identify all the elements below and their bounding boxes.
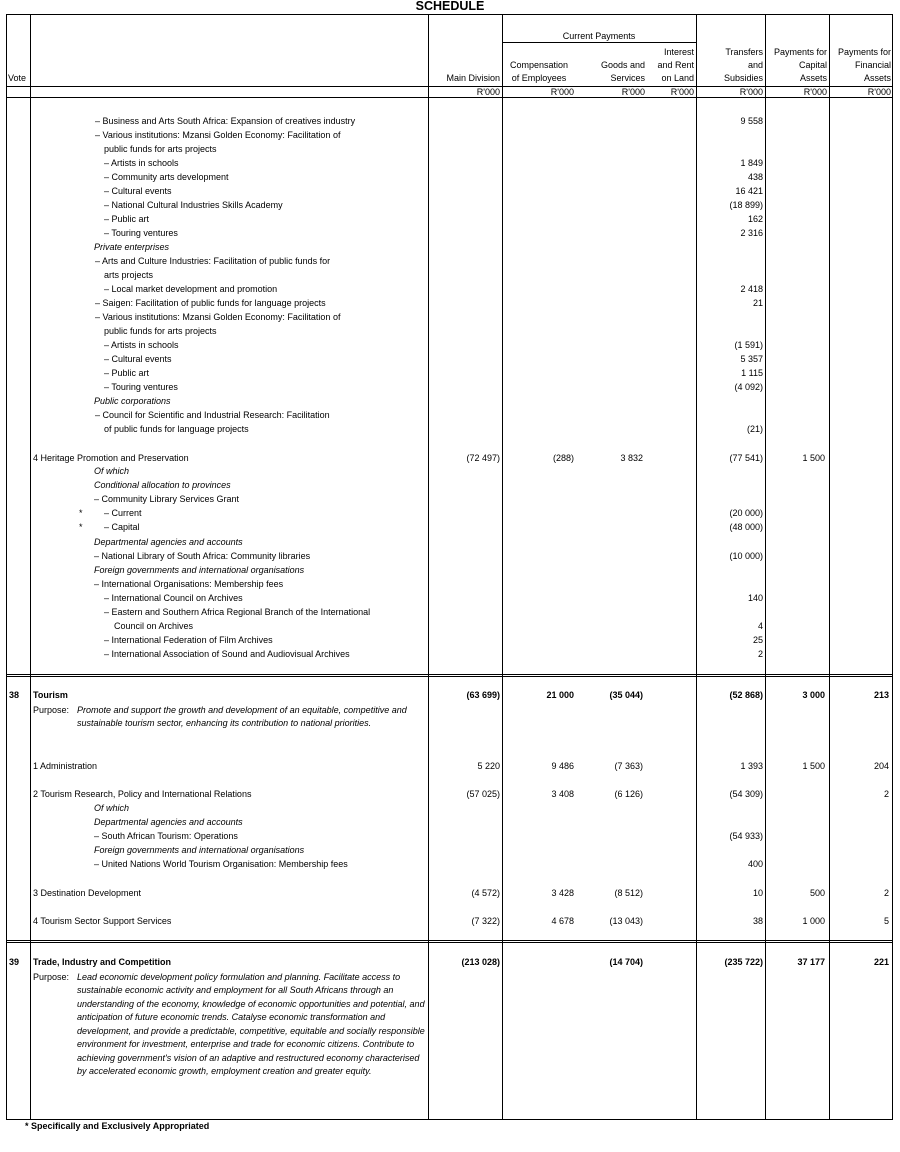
financial-assets-value: 2: [883, 888, 889, 898]
purpose-label: Purpose:: [33, 705, 70, 715]
row-label: – Saigen: Facilitation of public funds for language projects: [95, 298, 326, 308]
compensation-value: (288): [552, 453, 574, 463]
vote-38-top-rule: [6, 674, 893, 675]
transfers-header: [698, 46, 763, 85]
purpose-text: Promote and support the growth and development of an equitable, competitive and sustainable tourism sector, enhancing its contribution to national priorities.: [77, 704, 407, 728]
row-label: – Touring ventures: [104, 382, 178, 392]
row-label: arts projects: [104, 270, 154, 280]
row-label: – Local market development and promotion: [104, 284, 278, 294]
purpose-text: Lead economic development policy formulation and planning. Facilitate access to sustainable economic activity and employment for all South Africans through an understanding of the economy, knowledge of economic opportunities and potential, and anticipation of future economic trends. Catalyse economic transformation and development, and provide a predictable, competitive, equitable and socially responsible environment for investment, enterprise and trade for economic citizens. Contribute to achieving government's vision of an adaptive and restructured economy characterised by accelerated economic growth, employment creation and greater equity.: [77, 971, 425, 1076]
row-label: – Eastern and Southern Africa Regional Branch of the International: [104, 607, 371, 617]
row-label: 4 Tourism Sector Support Services: [33, 916, 172, 926]
transfers-value: 16 421: [735, 186, 763, 196]
transfers-value: 9 558: [740, 116, 763, 126]
row-label: Foreign governments and international organisations: [94, 845, 305, 855]
vote-header: Vote: [8, 73, 27, 83]
capital-assets-value: 1 000: [802, 916, 825, 926]
vote-39-top-rule-2: [6, 942, 893, 943]
row-label: – International Organisations: Membership fees: [94, 579, 284, 589]
transfers-value: 21: [752, 298, 763, 308]
row-label: Tourism: [33, 690, 68, 700]
row-label: – Touring ventures: [104, 228, 178, 238]
transfers-value: 162: [747, 214, 763, 224]
financial-assets-value: 221: [873, 957, 889, 967]
row-label: – South African Tourism: Operations: [94, 831, 238, 841]
row-label: public funds for arts projects: [104, 326, 217, 336]
row-label: – Community Library Services Grant: [94, 494, 240, 504]
interest-header-line2: and Rent: [657, 60, 694, 70]
main-division-header: Main Division: [446, 73, 500, 83]
row-label: – International Federation of Film Archives: [104, 635, 273, 645]
col-rule-cap: [765, 14, 766, 1120]
transfers-value: 438: [747, 172, 763, 182]
capital-assets-value: 500: [809, 888, 825, 898]
goods-services-value: (13 043): [609, 916, 643, 926]
goods-header-line2: Services: [610, 73, 645, 83]
unit-goods: R'000: [621, 87, 645, 97]
unit-financial: R'000: [867, 87, 891, 97]
compensation-header-line2: of Employees: [511, 73, 567, 83]
current-payments-header: Current Payments: [562, 31, 636, 41]
vote-number: 38: [9, 690, 20, 700]
row-label: – National Cultural Industries Skills Academy: [104, 200, 283, 210]
row-label: – Public art: [104, 214, 150, 224]
financial-assets-header: [831, 46, 891, 85]
col-rule-vote: [30, 14, 31, 1120]
transfers-value: 5 357: [740, 354, 763, 364]
appropriated-marker: *: [79, 508, 83, 518]
capital-assets-header-line2: Capital: [798, 60, 827, 70]
financial-assets-value: 2: [883, 789, 889, 799]
row-label: – Artists in schools: [104, 340, 179, 350]
row-label: – International Association of Sound and Audiovisual Archives: [104, 649, 350, 659]
row-label: 4 Heritage Promotion and Preservation: [33, 453, 189, 463]
financial-assets-value: 204: [873, 761, 889, 771]
transfers-value: (18 899): [729, 200, 763, 210]
transfers-value: 4: [757, 621, 763, 631]
transfers-value: 1 393: [740, 761, 763, 771]
row-label: Trade, Industry and Competition: [33, 957, 172, 967]
vote-38-top-rule-2: [6, 676, 893, 677]
col-rule-fin: [829, 14, 830, 1120]
main-division-value: (57 025): [466, 789, 500, 799]
interest-header: [645, 46, 694, 85]
row-label: Private enterprises: [94, 242, 170, 252]
row-label: public funds for arts projects: [104, 144, 217, 154]
unit-interest: R'000: [670, 87, 694, 97]
transfers-header-line3: Subsidies: [723, 73, 763, 83]
capital-assets-value: 1 500: [802, 761, 825, 771]
row-label: – United Nations World Tourism Organisation: Membership fees: [94, 859, 348, 869]
main-division-value: (4 572): [471, 888, 500, 898]
row-label: Public corporations: [94, 396, 171, 406]
footnote: * Specifically and Exclusively Appropriated: [25, 1121, 210, 1131]
compensation-header-line1: Compensation: [509, 60, 569, 70]
capital-assets-value: 37 177: [797, 957, 825, 967]
row-label: – Council for Scientific and Industrial Research: Facilitation: [95, 410, 330, 420]
unit-capital: R'000: [803, 87, 827, 97]
transfers-value: 1 849: [740, 158, 763, 168]
vote-number: 39: [9, 957, 20, 967]
col-rule-comp: [502, 14, 503, 1120]
financial-assets-header-line3: Assets: [863, 73, 891, 83]
purpose-label: Purpose:: [33, 972, 70, 982]
row-label: – Public art: [104, 368, 150, 378]
goods-services-value: (6 126): [614, 789, 643, 799]
capital-assets-value: 3 000: [802, 690, 825, 700]
capital-assets-value: 1 500: [802, 453, 825, 463]
page-title: SCHEDULE: [415, 0, 485, 13]
row-label: Departmental agencies and accounts: [94, 817, 243, 827]
transfers-value: 2 316: [740, 228, 763, 238]
goods-services-value: 3 832: [620, 453, 643, 463]
transfers-value: 2: [757, 649, 763, 659]
financial-assets-header-line2: Financial: [854, 60, 891, 70]
unit-comp: R'000: [550, 87, 574, 97]
transfers-value: (54 309): [729, 789, 763, 799]
row-label: – Business and Arts South Africa: Expansion of creatives industry: [95, 116, 356, 126]
col-rule-trans: [696, 14, 697, 1120]
transfers-value: (77 541): [729, 453, 763, 463]
row-label: – Cultural events: [104, 354, 172, 364]
row-label: – Cultural events: [104, 186, 172, 196]
transfers-value: (48 000): [729, 522, 763, 532]
transfers-value: (10 000): [729, 551, 763, 561]
goods-header-line1: Goods and: [600, 60, 645, 70]
main-division-value: (63 699): [466, 690, 500, 700]
row-label: 3 Destination Development: [33, 888, 142, 898]
main-division-value: (213 028): [461, 957, 500, 967]
capital-assets-header: [767, 46, 827, 85]
capital-assets-header-line3: Assets: [799, 73, 827, 83]
compensation-value: 3 428: [551, 888, 574, 898]
row-label: – International Council on Archives: [104, 593, 243, 603]
transfers-value: (20 000): [729, 508, 763, 518]
main-division-value: (72 497): [466, 453, 500, 463]
transfers-value: (54 933): [729, 831, 763, 841]
compensation-header: [504, 59, 574, 85]
row-label: 2 Tourism Research, Policy and International Relations: [33, 789, 252, 799]
transfers-header-line2: and: [747, 60, 763, 70]
row-label: Departmental agencies and accounts: [94, 537, 243, 547]
transfers-header-line1: Transfers: [725, 47, 763, 57]
row-label: – Community arts development: [104, 172, 229, 182]
transfers-value: 38: [752, 916, 763, 926]
transfers-value: 140: [747, 593, 763, 603]
row-label: – Arts and Culture Industries: Facilitation of public funds for: [95, 256, 331, 266]
row-label: Council on Archives: [114, 621, 194, 631]
row-label: – Capital: [104, 522, 140, 532]
row-label: 1 Administration: [33, 761, 98, 771]
transfers-value: 10: [752, 888, 763, 898]
goods-services-value: (35 044): [609, 690, 643, 700]
transfers-value: 25: [752, 635, 763, 645]
transfers-value: 400: [747, 859, 763, 869]
goods-services-value: (14 704): [609, 957, 643, 967]
goods-services-value: (8 512): [614, 888, 643, 898]
compensation-value: 21 000: [546, 690, 574, 700]
financial-assets-header-line1: Payments for: [837, 47, 891, 57]
transfers-value: (235 722): [724, 957, 763, 967]
goods-header: [583, 59, 645, 85]
row-label: – Various institutions: Mzansi Golden Economy: Facilitation of: [95, 312, 341, 322]
main-division-value: 5 220: [477, 761, 500, 771]
interest-header-line3: on Land: [661, 73, 694, 83]
transfers-value: (4 092): [734, 382, 763, 392]
row-label: – Current: [104, 508, 142, 518]
transfers-value: (52 868): [729, 690, 763, 700]
transfers-value: 2 418: [740, 284, 763, 294]
col-rule-main: [428, 14, 429, 1120]
row-label: Conditional allocation to provinces: [94, 480, 231, 490]
financial-assets-value: 5: [883, 916, 889, 926]
unit-transfers: R'000: [739, 87, 763, 97]
main-division-value: (7 322): [471, 916, 500, 926]
goods-services-value: (7 363): [614, 761, 643, 771]
compensation-value: 9 486: [551, 761, 574, 771]
row-label: Of which: [94, 803, 130, 813]
transfers-value: (1 591): [734, 340, 763, 350]
vote-39-top-rule: [6, 940, 893, 941]
row-label: of public funds for language projects: [104, 424, 249, 434]
row-label: – Various institutions: Mzansi Golden Economy: Facilitation of: [95, 130, 341, 140]
row-label: – Artists in schools: [104, 158, 179, 168]
compensation-value: 3 408: [551, 789, 574, 799]
transfers-value: (21): [746, 424, 763, 434]
financial-assets-value: 213: [873, 690, 889, 700]
compensation-value: 4 678: [551, 916, 574, 926]
row-label: Of which: [94, 466, 130, 476]
appropriated-marker: *: [79, 522, 83, 532]
row-label: – National Library of South Africa: Community libraries: [94, 551, 311, 561]
capital-assets-header-line1: Payments for: [773, 47, 827, 57]
interest-header-line1: Interest: [663, 47, 694, 57]
unit-main: R'000: [476, 87, 500, 97]
row-label: Foreign governments and international organisations: [94, 565, 305, 575]
transfers-value: 1 115: [741, 368, 763, 378]
